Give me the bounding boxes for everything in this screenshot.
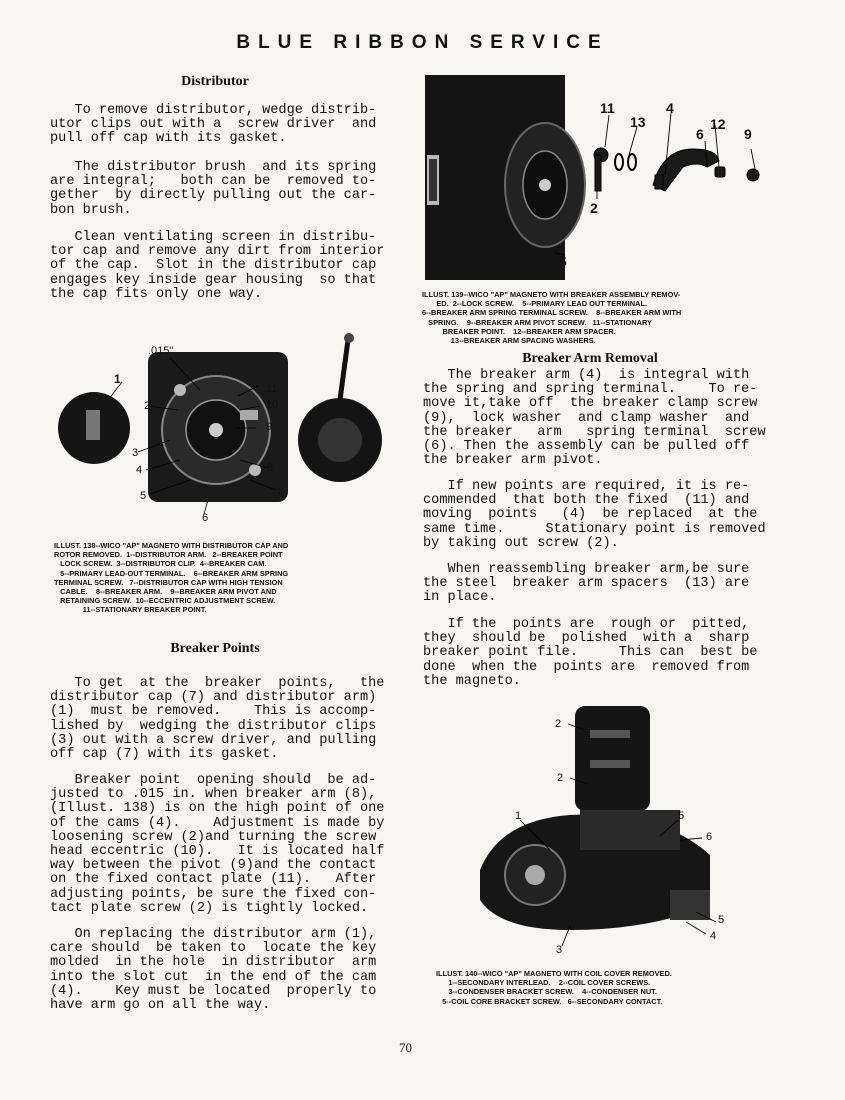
callout-138-10: 10 bbox=[266, 399, 279, 411]
callout-138-4: 4 bbox=[136, 464, 143, 476]
distributor-heading: Distributor bbox=[181, 74, 249, 89]
callout-140-1: 1 bbox=[515, 810, 522, 822]
breaker-points-paragraph-3: On replacing the distributor arm (1), care should be taken to locate the key molded in the hole in distributor arm into the slot cut in the end of the cam (4). Key must be located properly to have arm go on all the way. bbox=[50, 927, 377, 1014]
callout-138-11: 11 bbox=[266, 383, 278, 395]
callout-138-9: 9 bbox=[266, 421, 273, 433]
callout-140-6: 6 bbox=[706, 831, 713, 843]
callout-140-5b: 5 bbox=[718, 914, 725, 926]
caption-illust-139: ILLUST. 139--WICO "AP" MAGNETO WITH BREAKER ASSEMBLY REMOV- ED. 2--LOCK SCREW. 5--PRIMARY LEAD OUT TERMINAL. 6--BREAKER ARM SPRING TERMINAL SCREW. 8--BREAKER ARM WITH SPRING. 9--BREAKER ARM PIVOT SCREW. 11--STATIONARY BREAKER POINT. 12--BREAKER ARM SPACER. 13--BREAKER ARM SPACING WASHERS. bbox=[422, 290, 682, 346]
breaker-points-heading: Breaker Points bbox=[170, 641, 260, 656]
breaker-arm-removal-heading: Breaker Arm Removal bbox=[522, 351, 658, 366]
callout-139-4: 4 bbox=[666, 100, 674, 116]
callout-139-6: 6 bbox=[696, 126, 704, 142]
breaker-points-paragraph-2: Breaker point opening should be ad- justed to .015 in. when breaker arm (8), (Illust. 138) is on the high point of one of the cams (4). Adjustment is made by loosening screw (2)and turning the screw head eccentric (10). It is located half way between the pivot (9)and the contact on the fixed contact plate (11). After adjusting points, be sure the fixed con- tact plate screw (2) is tightly locked. bbox=[50, 773, 385, 916]
page-header: BLUE RIBBON SERVICE bbox=[236, 32, 609, 53]
breaker-arm-paragraph-2: If new points are required, it is re- commended that both the fixed (11) and moving points (4) be replaced at the same time. Stationary point is removed by taking out screw (2). bbox=[423, 479, 766, 551]
callout-138-7: 7 bbox=[276, 487, 283, 499]
callout-140-2b: 2 bbox=[557, 772, 564, 784]
caption-illust-138: ILLUST. 138--WICO "AP" MAGNETO WITH DISTRIBUTOR CAP AND ROTOR REMOVED. 1--DISTRIBUTOR ARM. 2--BREAKER POINT LOCK SCREW. 3--DISTRIBUTOR CLIP. 4--BREAKER CAM. 5--PRIMARY LEAD-OUT TERMINAL. 6--BREAKER ARM SPRING TERMINAL SCREW. 7--DISTRIBUTOR CAP WITH HIGH TENSION CABLE. 8--BREAKER ARM. 9--BREAKER ARM PIVOT AND RETAINING SCREW. 10--ECCENTRIC ADJUSTMENT SCREW. 11--STATIONARY BREAKER POINT. bbox=[54, 541, 289, 615]
callout-139-9: 9 bbox=[744, 126, 752, 142]
callout-138-3: 3 bbox=[132, 447, 139, 459]
distributor-paragraph-1: To remove distributor, wedge distrib- utor clips out with a screw driver and pull off cap with its gasket. bbox=[50, 103, 377, 147]
callout-139-5: 5 bbox=[560, 255, 567, 269]
callout-139-12: 12 bbox=[710, 116, 726, 132]
callout-139-13: 13 bbox=[630, 114, 646, 130]
illustration-140 bbox=[440, 700, 740, 960]
callout-140-2a: 2 bbox=[555, 718, 562, 730]
breaker-arm-paragraph-3: When reassembling breaker arm,be sure the steel breaker arm spacers (13) are in place. bbox=[423, 562, 750, 606]
breaker-arm-paragraph-4: If the points are rough or pitted, they should be polished with a sharp breaker point file. This can best be done when the points are removed from the magneto. bbox=[423, 617, 758, 689]
callout-140-5a: 5 bbox=[678, 810, 685, 822]
callout-138-2: 2 bbox=[144, 400, 151, 412]
callout-138-6: 6 bbox=[202, 512, 209, 524]
caption-illust-140: ILLUST. 140--WICO "AP" MAGNETO WITH COIL COVER REMOVED. 1--SECONDARY INTERLEAD. 2--COIL COVER SCREWS. 3--CONDENSER BRACKET SCREW. 4--CONDENSER NUT. 5--COIL CORE BRACKET SCREW. 6--SECONDARY CONTACT. bbox=[436, 969, 672, 1006]
illustration-138 bbox=[50, 330, 390, 530]
page-number: 70 bbox=[399, 1040, 412, 1055]
breaker-points-paragraph-1: To get at the breaker points, the distributor cap (7) and distributor arm) (1) must be removed. This is accomp- lished by wedging the distributor clips (3) out with a screw driver, and pulling off cap (7) with its gasket. bbox=[50, 676, 385, 763]
callout-138-1: 1 bbox=[114, 372, 121, 386]
callout-139-2: 2 bbox=[590, 200, 598, 216]
distributor-paragraph-2: The distributor brush and its spring are integral; both can be removed to- gether by directly pulling out the car- bon brush. bbox=[50, 160, 377, 218]
callout-138-5: 5 bbox=[140, 490, 147, 502]
distributor-paragraph-3: Clean ventilating screen in distribu- tor cap and remove any dirt from interior of the cap. Slot in the distributor cap engages key inside gear housing so that the cap fits only one way. bbox=[50, 230, 385, 302]
callout-139-11: 11 bbox=[600, 100, 615, 116]
breaker-arm-paragraph-1: The breaker arm (4) is integral with the spring and spring terminal. To re- move it,take off the breaker clamp screw (9), lock washer and clamp washer and the breaker arm spring terminal screw (6). Then the assembly can be pulled off the breaker arm pivot. bbox=[423, 368, 766, 469]
callout-138-8: 8 bbox=[267, 462, 274, 474]
callout-140-3: 3 bbox=[556, 944, 563, 956]
callout-140-4: 4 bbox=[710, 930, 717, 942]
callout-gap: .015" bbox=[148, 345, 174, 357]
